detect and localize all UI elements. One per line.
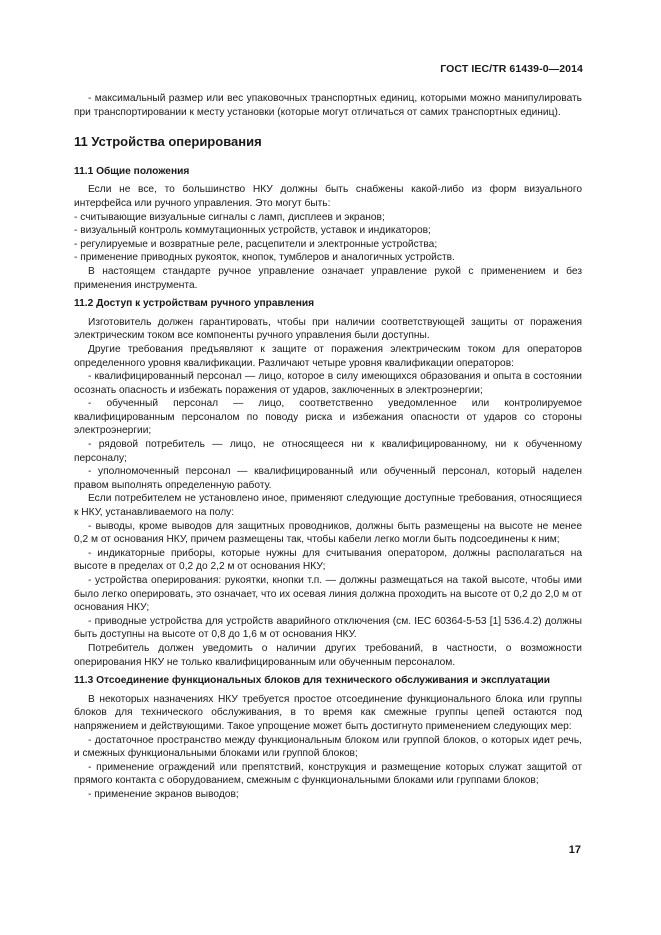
list-item: - регулируемые и возвратные реле, расцепители и электронные устройства; xyxy=(74,238,438,250)
section-11-3-title: 11.3 Отсоединение функциональных блоков для технического обслуживания и эксплуатации xyxy=(74,675,551,687)
section-11-1-title: 11.1 Общие положения xyxy=(74,165,190,177)
section-11-2-title: 11.2 Доступ к устройствам ручного управления xyxy=(74,298,315,310)
page-number: 17 xyxy=(568,844,581,856)
paragraph: Если не все, то большинство НКУ должны быть снабжены какой-либо из форм визуального интерфейса или ручного управления. Это могут быть: xyxy=(74,184,582,209)
list-item: - считывающие визуальные сигналы с ламп, дисплеев и экранов; xyxy=(74,211,385,223)
list-item: - уполномоченный персонал — квалифицированный или обученный персонал, который наделен правом выполнять определенную работу. xyxy=(74,466,582,491)
paragraph: Если потребителем не установлено иное, применяют следующие доступные требования, относящиеся к НКУ, устанавливаемого на полу: xyxy=(74,493,582,519)
paragraph: В настоящем стандарте ручное управление означает управление рукой с применением и без применения инструмента. xyxy=(74,265,582,291)
list-item: - рядовой потребитель — лицо, не относящееся ни к квалифицированному, ни к обученному персоналу; xyxy=(74,439,582,464)
paragraph: Изготовитель должен гарантировать, чтобы при наличии соответствующей защиты от поражения электрическим током все компоненты ручного управления были доступны. xyxy=(74,316,582,342)
paragraph: В некоторых назначениях НКУ требуется простое отсоединение функционального блока или группы блоков для технического обслуживания, в то время как смежные группы цепей остаются под напряжением и действующими. Такое упрощение может быть достигнуто применением следующих мер: xyxy=(74,693,582,732)
list-item: - устройства оперирования: рукоятки, кнопки т.п. — должны размещаться на такой высоте, чтобы ими было легко оперировать, это означает, что их осевая линия должна проходить на высоте от 0,2 до 2,0 м от основания НКУ; xyxy=(74,575,582,614)
list-item: - применение приводных рукояток, кнопок, тумблеров и аналогичных устройств. xyxy=(74,252,455,264)
list-item: - выводы, кроме выводов для защитных проводников, должны быть размещены на высоте не менее 0,2 м от основания НКУ, причем размещены так, чтобы кабели легко могли быть подсоединены к ним; xyxy=(74,520,582,546)
list-item: - достаточное пространство между функциональным блоком или группой блоков, о которых идет речь, и смежных функциональными блоками или группой блоков; xyxy=(74,734,582,760)
list-item: - обученный персонал — лицо, соответственно уведомленное или контролируемое квалифицированным персоналом по поводу риска и избежания опасности от ударов со стороны электроэнергии; xyxy=(74,398,582,437)
list-item: - применение экранов выводов; xyxy=(88,788,239,800)
list-item: - применение ограждений или препятствий, конструкция и размещение которых служат защитой от прямого контакта с оборудованием, смежным с функциональными блоками или группами блоков; xyxy=(74,761,582,787)
intro-paragraph: - максимальный размер или вес упаковочных транспортных единиц, которыми можно манипулировать при транспортировании к месту установки (которые могут отличаться от самих транспортных единиц). xyxy=(74,93,582,118)
list-item: - квалифицированный персонал — лицо, которое в силу имеющихся образования и опыта в состоянии осознать опасность и избежать поражения от ударов, заключенных в электроэнергии; xyxy=(74,371,582,396)
list-item: - индикаторные приборы, которые нужны для считывания оператором, должны располагаться на высоте в пределах от 0,2 до 2,2 м от основания НКУ; xyxy=(74,547,582,573)
document-code-header: ГОСТ IEC/TR 61439-0—2014 xyxy=(440,63,583,75)
page-content xyxy=(74,92,582,802)
section-11-title: 11 Устройства оперирования xyxy=(74,134,262,150)
list-item: - визуальный контроль коммутационных устройств, уставок и индикаторов; xyxy=(74,225,431,237)
paragraph: Потребитель должен уведомить о наличии других требований, в частности, о возможности оперирования НКУ не только квалифицированным или обученным персоналом. xyxy=(74,642,582,668)
list-item: - приводные устройства для устройств аварийного отключения (см. IEC 60364-5-53 [1] 536.4.2) должны быть доступны на высоте от 0,8 до 1,6 м от основания НКУ. xyxy=(74,615,582,641)
paragraph: Другие требования предъявляют к защите от поражения электрическим током для операторов определенного уровня квалификации. Различают четыре уровня квалификации операторов: xyxy=(74,343,582,369)
